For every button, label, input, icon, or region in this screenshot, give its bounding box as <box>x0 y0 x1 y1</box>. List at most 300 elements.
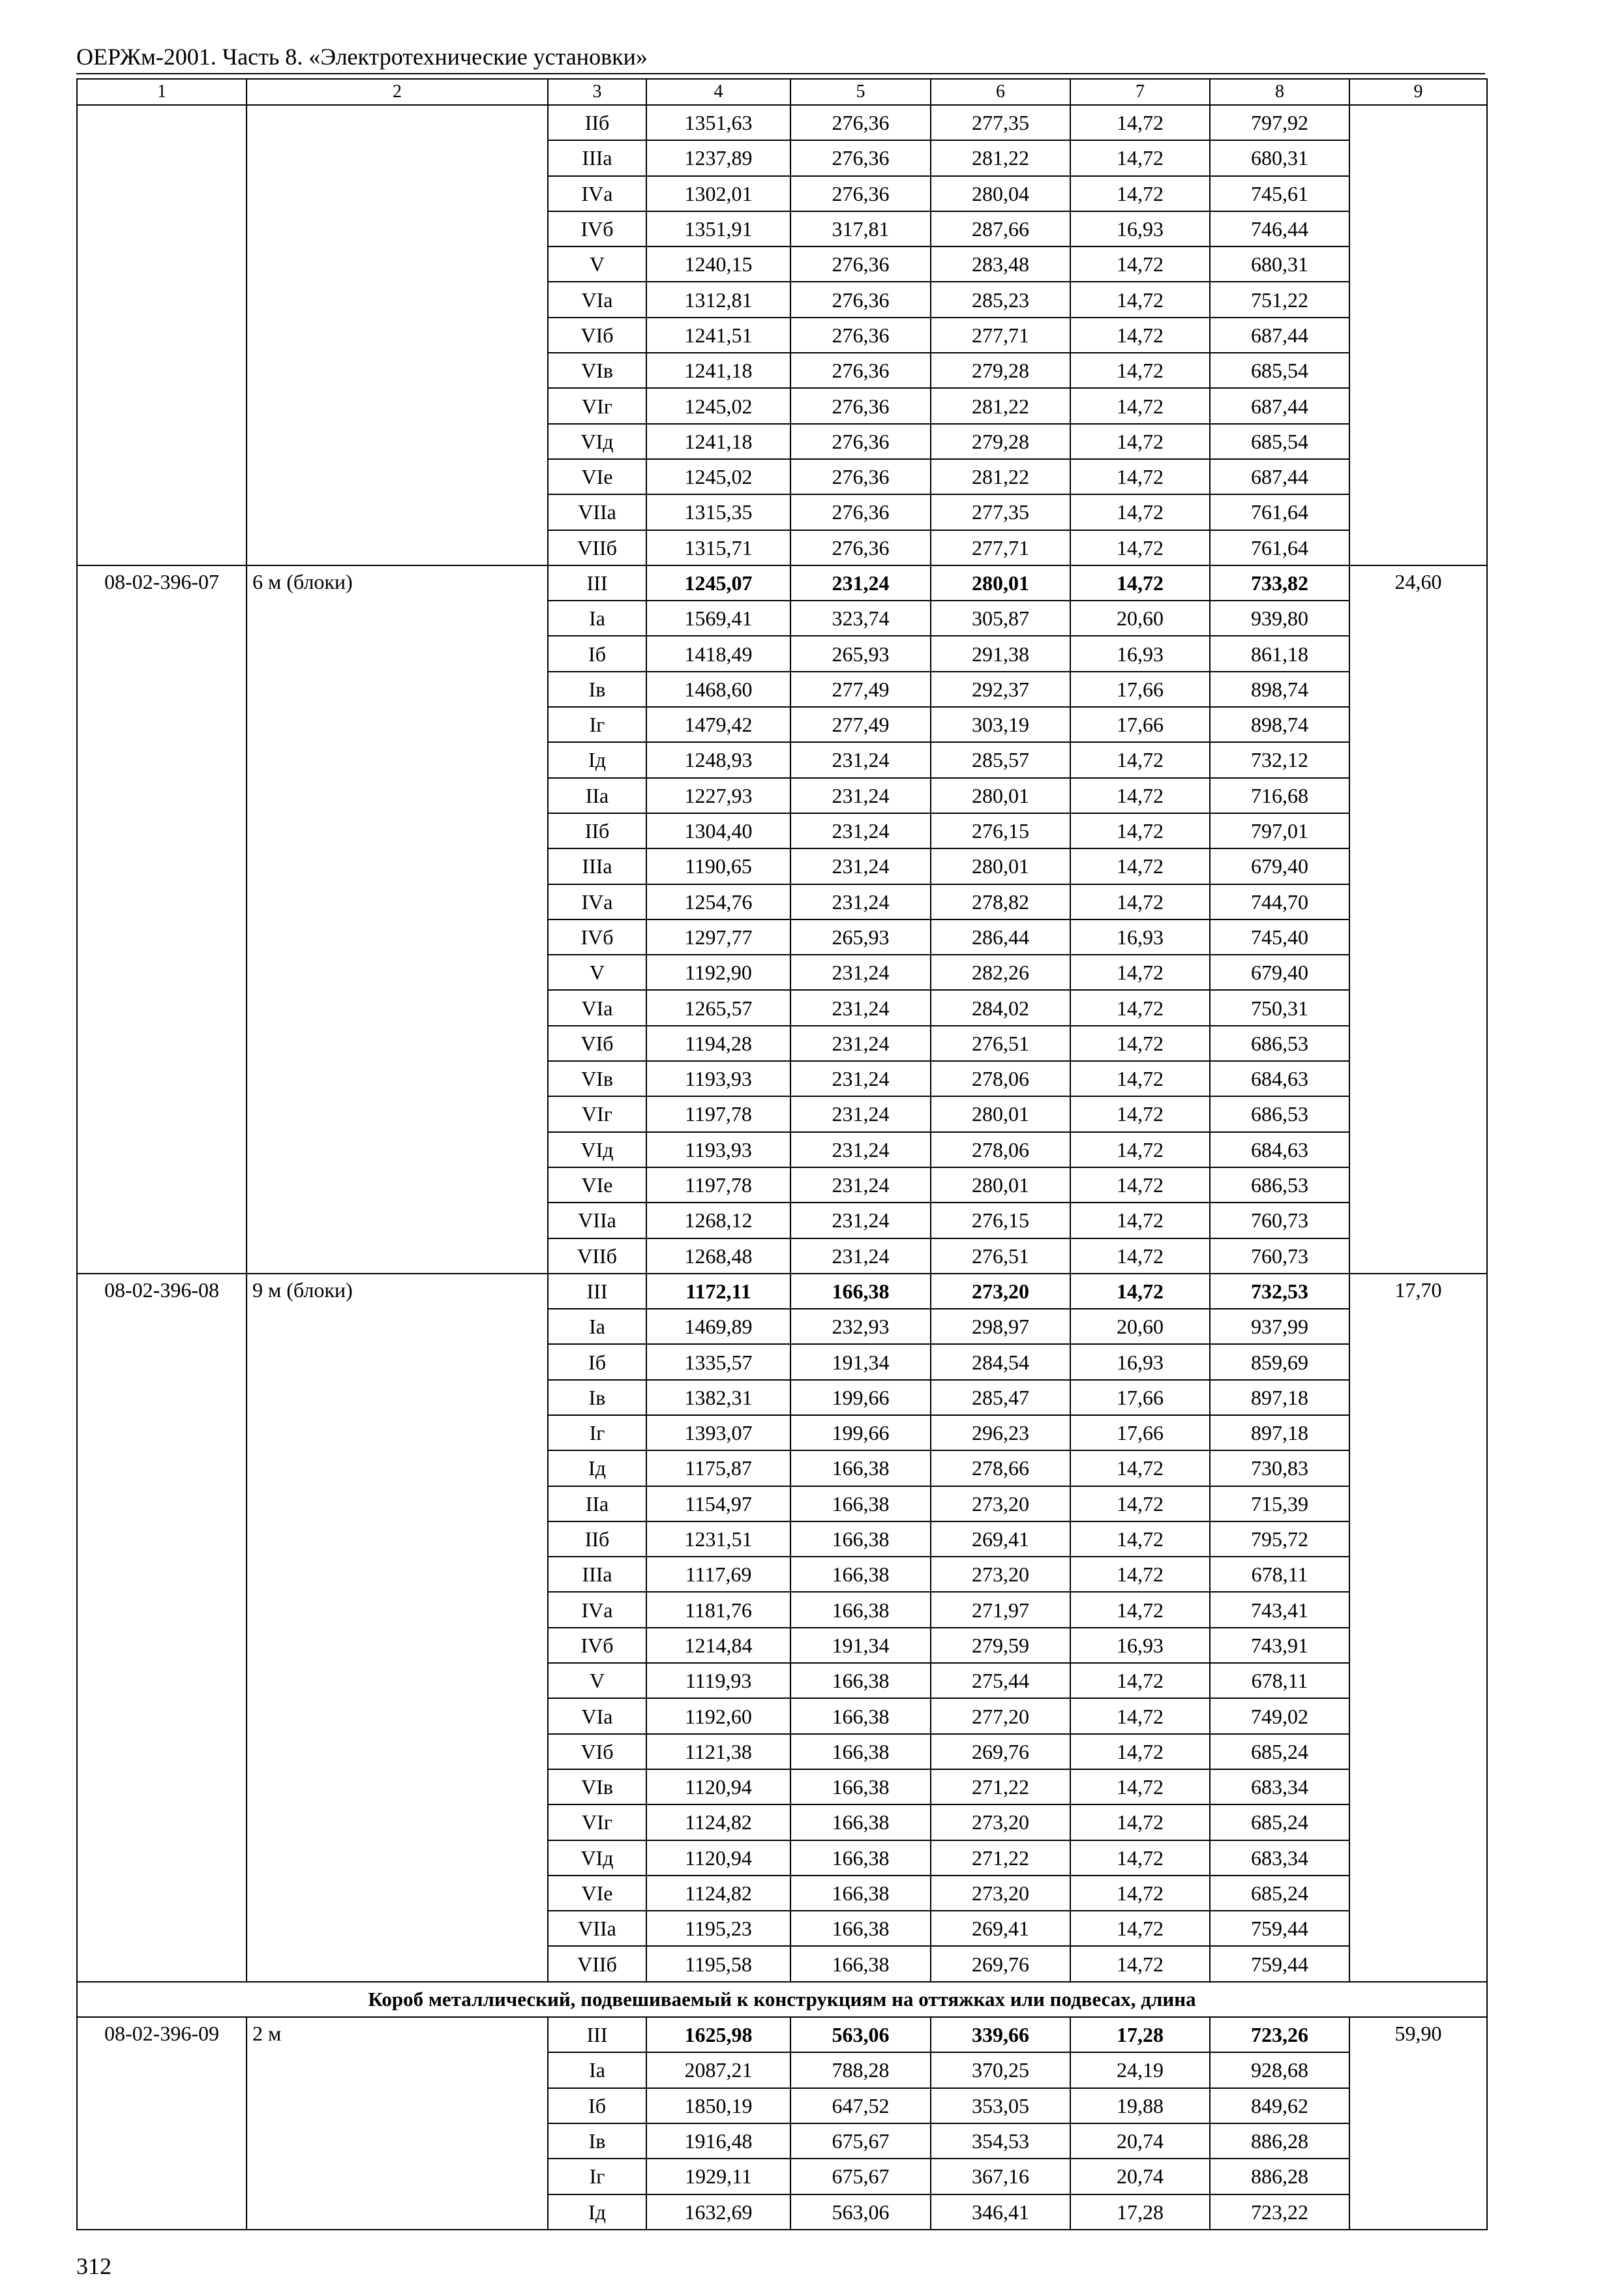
value-cell: 16,93 <box>1070 1344 1210 1379</box>
zone-cell: VIIб <box>548 1238 646 1274</box>
value-cell: 273,20 <box>931 1486 1070 1521</box>
zone-cell: Iд <box>548 2194 646 2230</box>
value-cell: 231,24 <box>790 1203 931 1238</box>
zone-cell: IIIа <box>548 1557 646 1592</box>
value-cell: 284,02 <box>931 990 1070 1025</box>
value-cell: 166,38 <box>790 1521 931 1557</box>
zone-cell: Iб <box>548 636 646 671</box>
value-cell: 14,72 <box>1070 742 1210 777</box>
value-cell: 265,93 <box>790 636 931 671</box>
value-cell: 683,34 <box>1210 1769 1349 1804</box>
value-cell: 1268,12 <box>646 1203 790 1238</box>
value-cell: 1214,84 <box>646 1628 790 1663</box>
value-cell: 14,72 <box>1070 1486 1210 1521</box>
value-cell: 14,72 <box>1070 1769 1210 1804</box>
value-cell: 751,22 <box>1210 282 1349 317</box>
value-cell: 1304,40 <box>646 813 790 848</box>
value-cell: 733,82 <box>1210 565 1349 601</box>
zone-cell: IVб <box>548 211 646 247</box>
value-cell: 1240,15 <box>646 247 790 282</box>
value-cell: 679,40 <box>1210 848 1349 884</box>
column-numbers-row <box>77 79 1487 105</box>
value-cell: 14,72 <box>1070 247 1210 282</box>
value-cell: 166,38 <box>790 1450 931 1486</box>
value-cell: 14,72 <box>1070 1167 1210 1203</box>
value-cell: 14,72 <box>1070 848 1210 884</box>
value-cell: 1241,18 <box>646 353 790 388</box>
value-cell: 1175,87 <box>646 1450 790 1486</box>
value-cell: 231,24 <box>790 813 931 848</box>
value-cell: 14,72 <box>1070 955 1210 990</box>
zone-cell: VIе <box>548 1167 646 1203</box>
value-cell: 745,61 <box>1210 176 1349 211</box>
zone-cell: IIIа <box>548 848 646 884</box>
value-cell: 17,66 <box>1070 1415 1210 1450</box>
value-cell: 1393,07 <box>646 1415 790 1450</box>
value-cell: 1268,48 <box>646 1238 790 1274</box>
value-cell: 269,76 <box>931 1734 1070 1769</box>
page-number: 312 <box>76 2253 112 2279</box>
value-cell: 166,38 <box>790 1804 931 1840</box>
item-extra-value: 17,70 <box>1349 1274 1487 1982</box>
value-cell: 563,06 <box>790 2017 931 2052</box>
value-cell: 271,22 <box>931 1769 1070 1804</box>
value-cell: 20,74 <box>1070 2123 1210 2159</box>
value-cell: 14,72 <box>1070 530 1210 565</box>
value-cell: 685,54 <box>1210 353 1349 388</box>
value-cell: 1172,11 <box>646 1274 790 1309</box>
value-cell: 1625,98 <box>646 2017 790 2052</box>
value-cell: 1241,51 <box>646 318 790 353</box>
value-cell: 166,38 <box>790 1592 931 1627</box>
zone-cell: VIб <box>548 1026 646 1061</box>
value-cell: 1154,97 <box>646 1486 790 1521</box>
value-cell: 14,72 <box>1070 1557 1210 1592</box>
value-cell: 14,72 <box>1070 884 1210 920</box>
value-cell: 276,51 <box>931 1238 1070 1274</box>
value-cell: 14,72 <box>1070 1238 1210 1274</box>
value-cell: 1124,82 <box>646 1804 790 1840</box>
value-cell: 1315,35 <box>646 494 790 530</box>
value-cell: 14,72 <box>1070 282 1210 317</box>
value-cell: 191,34 <box>790 1628 931 1663</box>
zone-cell: Iг <box>548 2159 646 2194</box>
value-cell: 166,38 <box>790 1663 931 1698</box>
column-number: 5 <box>790 79 931 105</box>
code-cell-empty <box>77 105 247 565</box>
value-cell: 17,28 <box>1070 2194 1210 2230</box>
value-cell: 284,54 <box>931 1344 1070 1379</box>
value-cell: 285,57 <box>931 742 1070 777</box>
value-cell: 191,34 <box>790 1344 931 1379</box>
zone-cell: VIв <box>548 1061 646 1096</box>
value-cell: 166,38 <box>790 1734 931 1769</box>
value-cell: 276,15 <box>931 1203 1070 1238</box>
value-cell: 1254,76 <box>646 884 790 920</box>
value-cell: 280,01 <box>931 848 1070 884</box>
value-cell: 271,22 <box>931 1840 1070 1876</box>
value-cell: 675,67 <box>790 2159 931 2194</box>
name-cell-empty <box>247 105 548 565</box>
value-cell: 1302,01 <box>646 176 790 211</box>
table-row <box>77 105 1487 140</box>
value-cell: 231,24 <box>790 1238 931 1274</box>
value-cell: 1197,78 <box>646 1096 790 1131</box>
value-cell: 166,38 <box>790 1274 931 1309</box>
value-cell: 1194,28 <box>646 1026 790 1061</box>
value-cell: 14,72 <box>1070 459 1210 494</box>
zone-cell: IVа <box>548 176 646 211</box>
column-number: 9 <box>1349 79 1487 105</box>
value-cell: 1120,94 <box>646 1840 790 1876</box>
zone-cell: VIг <box>548 1096 646 1131</box>
value-cell: 282,26 <box>931 955 1070 990</box>
value-cell: 680,31 <box>1210 247 1349 282</box>
value-cell: 685,24 <box>1210 1734 1349 1769</box>
value-cell: 1351,63 <box>646 105 790 140</box>
zone-cell: Iд <box>548 742 646 777</box>
item-extra-value: 24,60 <box>1349 565 1487 1274</box>
value-cell: 278,06 <box>931 1132 1070 1167</box>
value-cell: 277,35 <box>931 494 1070 530</box>
value-cell: 276,36 <box>790 530 931 565</box>
value-cell: 1119,93 <box>646 1663 790 1698</box>
zone-cell: IIа <box>548 1486 646 1521</box>
value-cell: 276,36 <box>790 247 931 282</box>
value-cell: 678,11 <box>1210 1557 1349 1592</box>
value-cell: 14,72 <box>1070 353 1210 388</box>
value-cell: 1197,78 <box>646 1167 790 1203</box>
value-cell: 273,20 <box>931 1274 1070 1309</box>
value-cell: 281,22 <box>931 388 1070 423</box>
value-cell: 231,24 <box>790 742 931 777</box>
value-cell: 280,01 <box>931 1167 1070 1203</box>
value-cell: 1120,94 <box>646 1769 790 1804</box>
value-cell: 14,72 <box>1070 1804 1210 1840</box>
value-cell: 14,72 <box>1070 1876 1210 1911</box>
value-cell: 684,63 <box>1210 1132 1349 1167</box>
zone-cell: VIIа <box>548 1911 646 1946</box>
value-cell: 276,36 <box>790 353 931 388</box>
zone-cell: IIб <box>548 813 646 848</box>
value-cell: 1245,02 <box>646 388 790 423</box>
value-cell: 276,36 <box>790 105 931 140</box>
value-cell: 1227,93 <box>646 778 790 813</box>
zone-cell: VIв <box>548 1769 646 1804</box>
value-cell: 166,38 <box>790 1876 931 1911</box>
value-cell: 732,12 <box>1210 742 1349 777</box>
extra-cell-empty <box>1349 105 1487 565</box>
value-cell: 749,02 <box>1210 1698 1349 1733</box>
value-cell: 686,53 <box>1210 1026 1349 1061</box>
value-cell: 1929,11 <box>646 2159 790 2194</box>
value-cell: 354,53 <box>931 2123 1070 2159</box>
value-cell: 928,68 <box>1210 2052 1349 2087</box>
value-cell: 563,06 <box>790 2194 931 2230</box>
value-cell: 678,11 <box>1210 1663 1349 1698</box>
value-cell: 280,04 <box>931 176 1070 211</box>
value-cell: 279,28 <box>931 424 1070 459</box>
value-cell: 231,24 <box>790 1026 931 1061</box>
zone-cell: III <box>548 2017 646 2052</box>
value-cell: 686,53 <box>1210 1096 1349 1131</box>
zone-cell: IIа <box>548 778 646 813</box>
value-cell: 346,41 <box>931 2194 1070 2230</box>
value-cell: 14,72 <box>1070 990 1210 1025</box>
value-cell: 231,24 <box>790 565 931 601</box>
item-name: 6 м (блоки) <box>247 565 548 1274</box>
value-cell: 1231,51 <box>646 1521 790 1557</box>
value-cell: 276,36 <box>790 318 931 353</box>
value-cell: 14,72 <box>1070 1592 1210 1627</box>
value-cell: 14,72 <box>1070 1840 1210 1876</box>
value-cell: 14,72 <box>1070 424 1210 459</box>
zone-cell: IVб <box>548 1628 646 1663</box>
value-cell: 1117,69 <box>646 1557 790 1592</box>
value-cell: 743,41 <box>1210 1592 1349 1627</box>
value-cell: 750,31 <box>1210 990 1349 1025</box>
value-cell: 273,20 <box>931 1876 1070 1911</box>
value-cell: 14,72 <box>1070 105 1210 140</box>
value-cell: 323,74 <box>790 601 931 636</box>
value-cell: 275,44 <box>931 1663 1070 1698</box>
value-cell: 285,23 <box>931 282 1070 317</box>
zone-cell: IIIа <box>548 140 646 175</box>
value-cell: 287,66 <box>931 211 1070 247</box>
zone-cell: VIд <box>548 424 646 459</box>
zone-cell: IVа <box>548 1592 646 1627</box>
value-cell: 1195,23 <box>646 1911 790 1946</box>
value-cell: 1469,89 <box>646 1309 790 1344</box>
item-name: 9 м (блоки) <box>247 1274 548 1982</box>
value-cell: 276,36 <box>790 176 931 211</box>
value-cell: 20,60 <box>1070 1309 1210 1344</box>
zone-cell: VIб <box>548 318 646 353</box>
zone-cell: IVб <box>548 920 646 955</box>
value-cell: 277,49 <box>790 707 931 742</box>
zone-cell: Iб <box>548 1344 646 1379</box>
value-cell: 280,01 <box>931 778 1070 813</box>
zone-cell: Iв <box>548 2123 646 2159</box>
value-cell: 231,24 <box>790 884 931 920</box>
value-cell: 16,93 <box>1070 636 1210 671</box>
value-cell: 685,24 <box>1210 1876 1349 1911</box>
price-table <box>76 78 1488 2230</box>
value-cell: 231,24 <box>790 1096 931 1131</box>
zone-cell: Iа <box>548 1309 646 1344</box>
value-cell: 281,22 <box>931 459 1070 494</box>
value-cell: 2087,21 <box>646 2052 790 2087</box>
value-cell: 280,01 <box>931 565 1070 601</box>
value-cell: 732,53 <box>1210 1274 1349 1309</box>
value-cell: 687,44 <box>1210 318 1349 353</box>
value-cell: 14,72 <box>1070 1026 1210 1061</box>
value-cell: 14,72 <box>1070 388 1210 423</box>
value-cell: 1335,57 <box>646 1344 790 1379</box>
zone-cell: V <box>548 247 646 282</box>
value-cell: 276,51 <box>931 1026 1070 1061</box>
item-name: 2 м <box>247 2017 548 2230</box>
value-cell: 24,19 <box>1070 2052 1210 2087</box>
value-cell: 273,20 <box>931 1557 1070 1592</box>
value-cell: 1569,41 <box>646 601 790 636</box>
item-code: 08-02-396-08 <box>77 1274 247 1982</box>
value-cell: 276,36 <box>790 282 931 317</box>
value-cell: 1418,49 <box>646 636 790 671</box>
value-cell: 231,24 <box>790 990 931 1025</box>
value-cell: 14,72 <box>1070 1521 1210 1557</box>
value-cell: 276,15 <box>931 813 1070 848</box>
value-cell: 231,24 <box>790 1167 931 1203</box>
value-cell: 14,72 <box>1070 1946 1210 1981</box>
value-cell: 232,93 <box>790 1309 931 1344</box>
value-cell: 1195,58 <box>646 1946 790 1981</box>
zone-cell: VIа <box>548 1698 646 1733</box>
value-cell: 859,69 <box>1210 1344 1349 1379</box>
value-cell: 687,44 <box>1210 459 1349 494</box>
value-cell: 280,01 <box>931 1096 1070 1131</box>
zone-cell: VIд <box>548 1132 646 1167</box>
value-cell: 276,36 <box>790 424 931 459</box>
value-cell: 14,72 <box>1070 176 1210 211</box>
value-cell: 795,72 <box>1210 1521 1349 1557</box>
value-cell: 14,72 <box>1070 1698 1210 1733</box>
value-cell: 231,24 <box>790 1132 931 1167</box>
zone-cell: V <box>548 1663 646 1698</box>
value-cell: 680,31 <box>1210 140 1349 175</box>
value-cell: 277,35 <box>931 105 1070 140</box>
value-cell: 269,41 <box>931 1911 1070 1946</box>
value-cell: 16,93 <box>1070 920 1210 955</box>
value-cell: 760,73 <box>1210 1203 1349 1238</box>
value-cell: 685,54 <box>1210 424 1349 459</box>
value-cell: 1192,90 <box>646 955 790 990</box>
value-cell: 686,53 <box>1210 1167 1349 1203</box>
header-rule <box>76 73 1485 74</box>
zone-cell: VIе <box>548 1876 646 1911</box>
value-cell: 898,74 <box>1210 672 1349 707</box>
value-cell: 1241,18 <box>646 424 790 459</box>
value-cell: 20,60 <box>1070 601 1210 636</box>
value-cell: 14,72 <box>1070 778 1210 813</box>
value-cell: 292,37 <box>931 672 1070 707</box>
column-number: 7 <box>1070 79 1210 105</box>
value-cell: 14,72 <box>1070 565 1210 601</box>
table-row <box>77 1274 1487 1309</box>
value-cell: 1193,93 <box>646 1132 790 1167</box>
price-table-container <box>76 78 1486 2230</box>
value-cell: 269,41 <box>931 1521 1070 1557</box>
value-cell: 886,28 <box>1210 2159 1349 2194</box>
value-cell: 937,99 <box>1210 1309 1349 1344</box>
value-cell: 1297,77 <box>646 920 790 955</box>
value-cell: 14,72 <box>1070 140 1210 175</box>
value-cell: 1248,93 <box>646 742 790 777</box>
zone-cell: Iа <box>548 2052 646 2087</box>
value-cell: 16,93 <box>1070 1628 1210 1663</box>
value-cell: 14,72 <box>1070 1203 1210 1238</box>
value-cell: 17,66 <box>1070 672 1210 707</box>
value-cell: 760,73 <box>1210 1238 1349 1274</box>
value-cell: 1192,60 <box>646 1698 790 1733</box>
value-cell: 1245,07 <box>646 565 790 601</box>
value-cell: 231,24 <box>790 955 931 990</box>
value-cell: 166,38 <box>790 1840 931 1876</box>
value-cell: 303,19 <box>931 707 1070 742</box>
value-cell: 14,72 <box>1070 1274 1210 1309</box>
value-cell: 20,74 <box>1070 2159 1210 2194</box>
value-cell: 723,26 <box>1210 2017 1349 2052</box>
zone-cell: VIа <box>548 282 646 317</box>
value-cell: 723,22 <box>1210 2194 1349 2230</box>
zone-cell: VIIа <box>548 494 646 530</box>
value-cell: 231,24 <box>790 848 931 884</box>
zone-cell: III <box>548 1274 646 1309</box>
value-cell: 797,92 <box>1210 105 1349 140</box>
zone-cell: IVа <box>548 884 646 920</box>
value-cell: 14,72 <box>1070 318 1210 353</box>
zone-cell: V <box>548 955 646 990</box>
value-cell: 1121,38 <box>646 1734 790 1769</box>
value-cell: 683,34 <box>1210 1840 1349 1876</box>
zone-cell: III <box>548 565 646 601</box>
item-extra-value: 59,90 <box>1349 2017 1487 2230</box>
value-cell: 1850,19 <box>646 2088 790 2123</box>
value-cell: 730,83 <box>1210 1450 1349 1486</box>
zone-cell: Iв <box>548 1380 646 1415</box>
value-cell: 745,40 <box>1210 920 1349 955</box>
zone-cell: VIе <box>548 459 646 494</box>
value-cell: 897,18 <box>1210 1380 1349 1415</box>
value-cell: 14,72 <box>1070 494 1210 530</box>
value-cell: 14,72 <box>1070 813 1210 848</box>
value-cell: 14,72 <box>1070 1734 1210 1769</box>
value-cell: 675,67 <box>790 2123 931 2159</box>
value-cell: 14,72 <box>1070 1096 1210 1131</box>
value-cell: 759,44 <box>1210 1946 1349 1981</box>
value-cell: 283,48 <box>931 247 1070 282</box>
column-number: 4 <box>646 79 790 105</box>
value-cell: 1237,89 <box>646 140 790 175</box>
value-cell: 231,24 <box>790 778 931 813</box>
zone-cell: VIа <box>548 990 646 1025</box>
value-cell: 685,24 <box>1210 1804 1349 1840</box>
value-cell: 276,36 <box>790 494 931 530</box>
table-body <box>77 79 1487 2230</box>
table-row <box>77 565 1487 601</box>
value-cell: 1190,65 <box>646 848 790 884</box>
value-cell: 281,22 <box>931 140 1070 175</box>
item-code: 08-02-396-07 <box>77 565 247 1274</box>
value-cell: 1315,71 <box>646 530 790 565</box>
value-cell: 761,64 <box>1210 530 1349 565</box>
value-cell: 14,72 <box>1070 1450 1210 1486</box>
value-cell: 1479,42 <box>646 707 790 742</box>
value-cell: 897,18 <box>1210 1415 1349 1450</box>
value-cell: 744,70 <box>1210 884 1349 920</box>
zone-cell: IIб <box>548 1521 646 1557</box>
value-cell: 271,97 <box>931 1592 1070 1627</box>
zone-cell: IIб <box>548 105 646 140</box>
value-cell: 1245,02 <box>646 459 790 494</box>
value-cell: 939,80 <box>1210 601 1349 636</box>
value-cell: 647,52 <box>790 2088 931 2123</box>
zone-cell: Iд <box>548 1450 646 1486</box>
value-cell: 276,36 <box>790 459 931 494</box>
value-cell: 370,25 <box>931 2052 1070 2087</box>
value-cell: 14,72 <box>1070 1663 1210 1698</box>
value-cell: 277,49 <box>790 672 931 707</box>
